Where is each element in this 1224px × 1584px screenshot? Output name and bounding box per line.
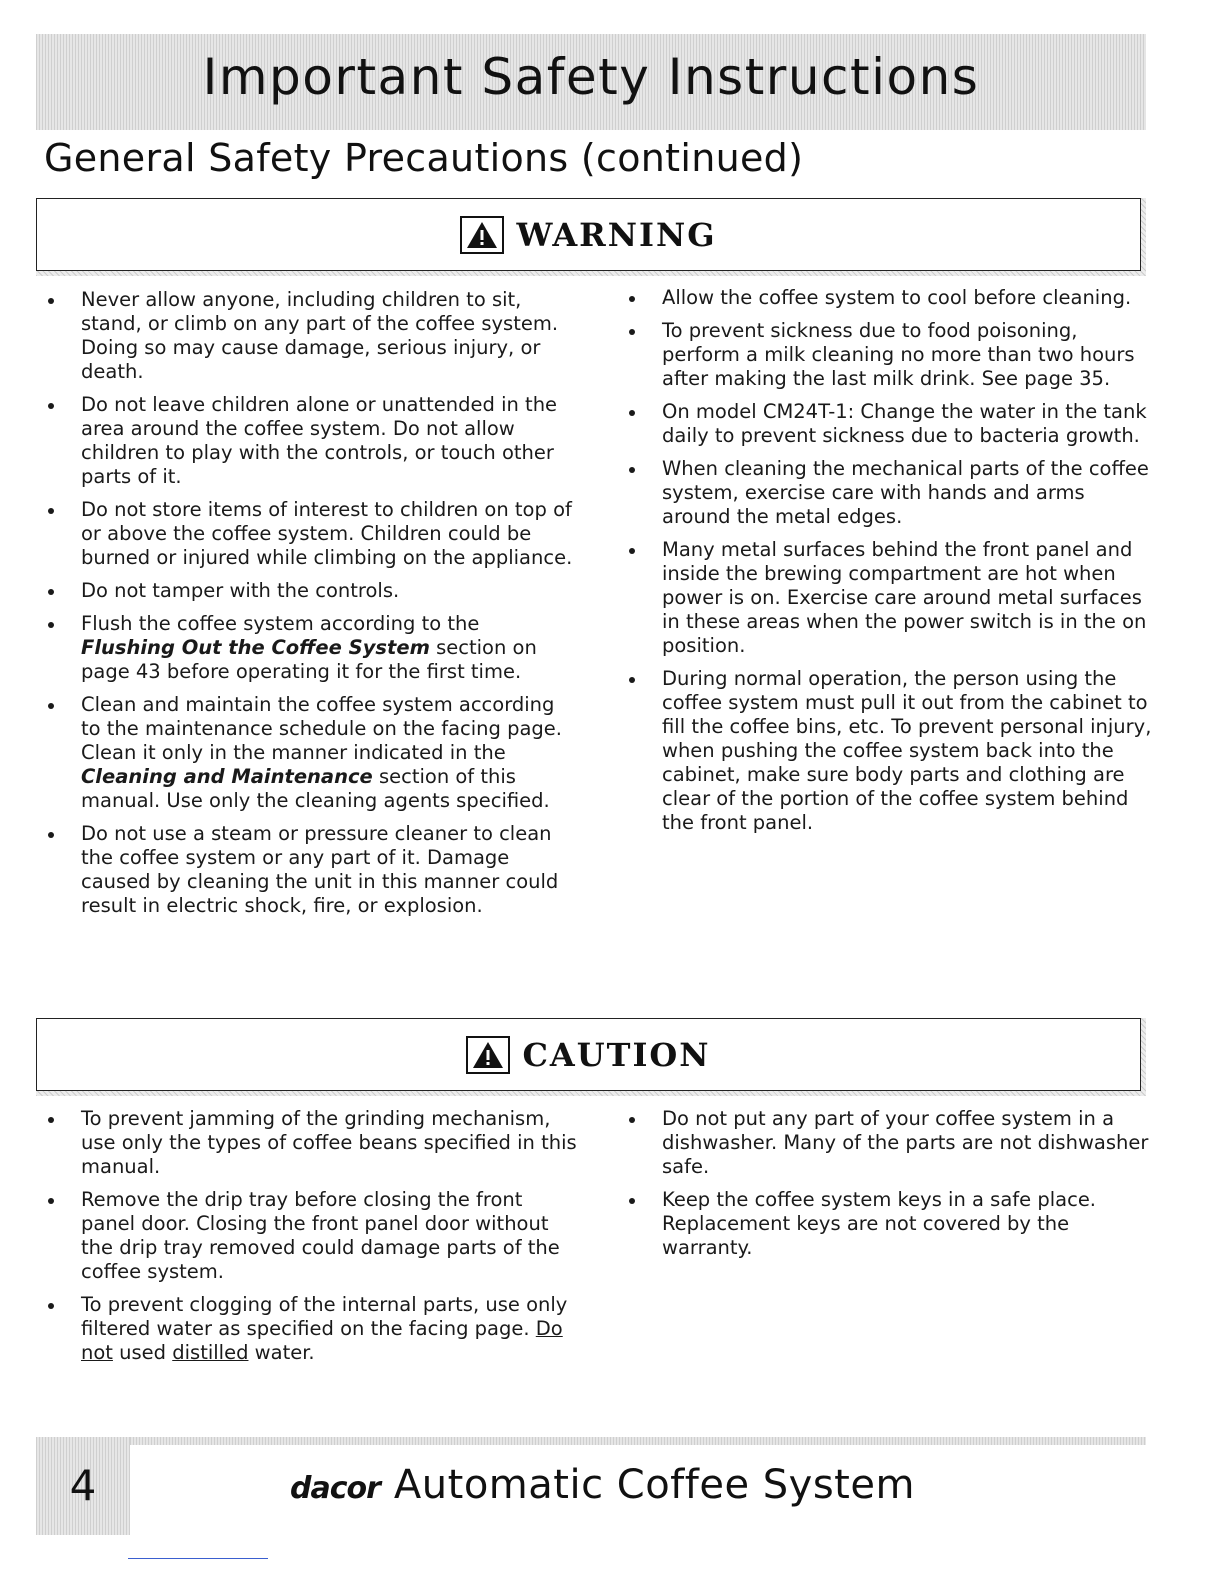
list-item: During normal operation, the person using the coffee system must pull it out from the cabinet to fill the coffee bins, etc. To prevent personal injury, when pushing the coffee system back into the cabinet, make sure body parts and clothing are clear of the portion of the coffee system behind the front panel. xyxy=(618,667,1158,835)
list-item xyxy=(37,612,577,684)
warning-triangle-icon xyxy=(466,1036,510,1074)
item-text: used xyxy=(112,1341,173,1364)
caution-label: CAUTION xyxy=(522,1035,711,1074)
list-item: Allow the coffee system to cool before cleaning. xyxy=(618,286,1158,310)
caution-banner xyxy=(36,1018,1146,1096)
title-bar xyxy=(36,34,1146,130)
page-number: 4 xyxy=(69,1461,97,1510)
caution-left-column xyxy=(37,1107,577,1374)
footer-rule xyxy=(130,1437,1146,1445)
warning-label: WARNING xyxy=(516,215,717,254)
warning-right-column xyxy=(618,286,1158,844)
section-reference: Flushing Out the Coffee System xyxy=(81,636,430,659)
footer xyxy=(290,1462,915,1522)
list-item: On model CM24T-1: Change the water in the tank daily to prevent sickness due to bacteria growth. xyxy=(618,400,1158,448)
warning-left-column xyxy=(37,288,577,927)
item-text: Clean and maintain the coffee system according to the maintenance schedule on the facing page. Clean it only in the manner indicated in the xyxy=(81,693,562,764)
item-text: Flush the coffee system according to the xyxy=(81,612,480,635)
list-item: Do not leave children alone or unattended in the area around the coffee system. Do not allow children to play with the controls, or touch other parts of it. xyxy=(37,393,577,489)
list-item: Keep the coffee system keys in a safe place. Replacement keys are not covered by the warranty. xyxy=(618,1188,1158,1260)
list-item: Many metal surfaces behind the front panel and inside the brewing compartment are hot when power is on. Exercise care around metal surfaces in these areas when the power switch is in the on position. xyxy=(618,538,1158,658)
section-heading: General Safety Precautions (continued) xyxy=(44,136,804,180)
item-text: To prevent clogging of the internal parts, use only filtered water as specified on the facing page. xyxy=(81,1293,568,1340)
list-item: When cleaning the mechanical parts of the coffee system, exercise care with hands and arms around the metal edges. xyxy=(618,457,1158,529)
warning-banner xyxy=(36,198,1146,276)
list-item xyxy=(37,693,577,813)
item-text: water. xyxy=(248,1341,315,1364)
list-item xyxy=(37,1293,577,1365)
list-item: To prevent jamming of the grinding mechanism, use only the types of coffee beans specified in this manual. xyxy=(37,1107,577,1179)
caution-right-column xyxy=(618,1107,1158,1269)
list-item: Do not store items of interest to children on top of or above the coffee system. Children could be burned or injured while climbing on the appliance. xyxy=(37,498,577,570)
corner-divider xyxy=(128,1558,268,1559)
list-item: Do not use a steam or pressure cleaner to clean the coffee system or any part of it. Damage caused by cleaning the unit in this manner could result in electric shock, fire, or explosion. xyxy=(37,822,577,918)
underlined-text: Do not xyxy=(81,1317,563,1364)
page-title: Important Safety Instructions xyxy=(202,48,980,106)
underlined-text: distilled xyxy=(172,1341,249,1364)
list-item: Remove the drip tray before closing the front panel door. Closing the front panel door without the drip tray removed could damage parts of the coffee system. xyxy=(37,1188,577,1284)
footer-title: Automatic Coffee System xyxy=(393,1462,915,1508)
item-text: section of this manual. Use only the cleaning agents specified. xyxy=(81,765,550,812)
list-item: To prevent sickness due to food poisoning, perform a milk cleaning no more than two hours after making the last milk drink. See page 35. xyxy=(618,319,1158,391)
brand-logo: dacor xyxy=(290,1471,380,1506)
list-item: Do not tamper with the controls. xyxy=(37,579,577,603)
list-item: Never allow anyone, including children to sit, stand, or climb on any part of the coffee system. Doing so may cause damage, serious injury, or death. xyxy=(37,288,577,384)
item-text: section on page 43 before operating it for the first time. xyxy=(81,636,537,683)
page-number-box xyxy=(36,1437,130,1535)
list-item: Do not put any part of your coffee system in a dishwasher. Many of the parts are not dishwasher safe. xyxy=(618,1107,1158,1179)
section-reference: Cleaning and Maintenance xyxy=(81,765,373,788)
warning-triangle-icon xyxy=(460,216,504,254)
